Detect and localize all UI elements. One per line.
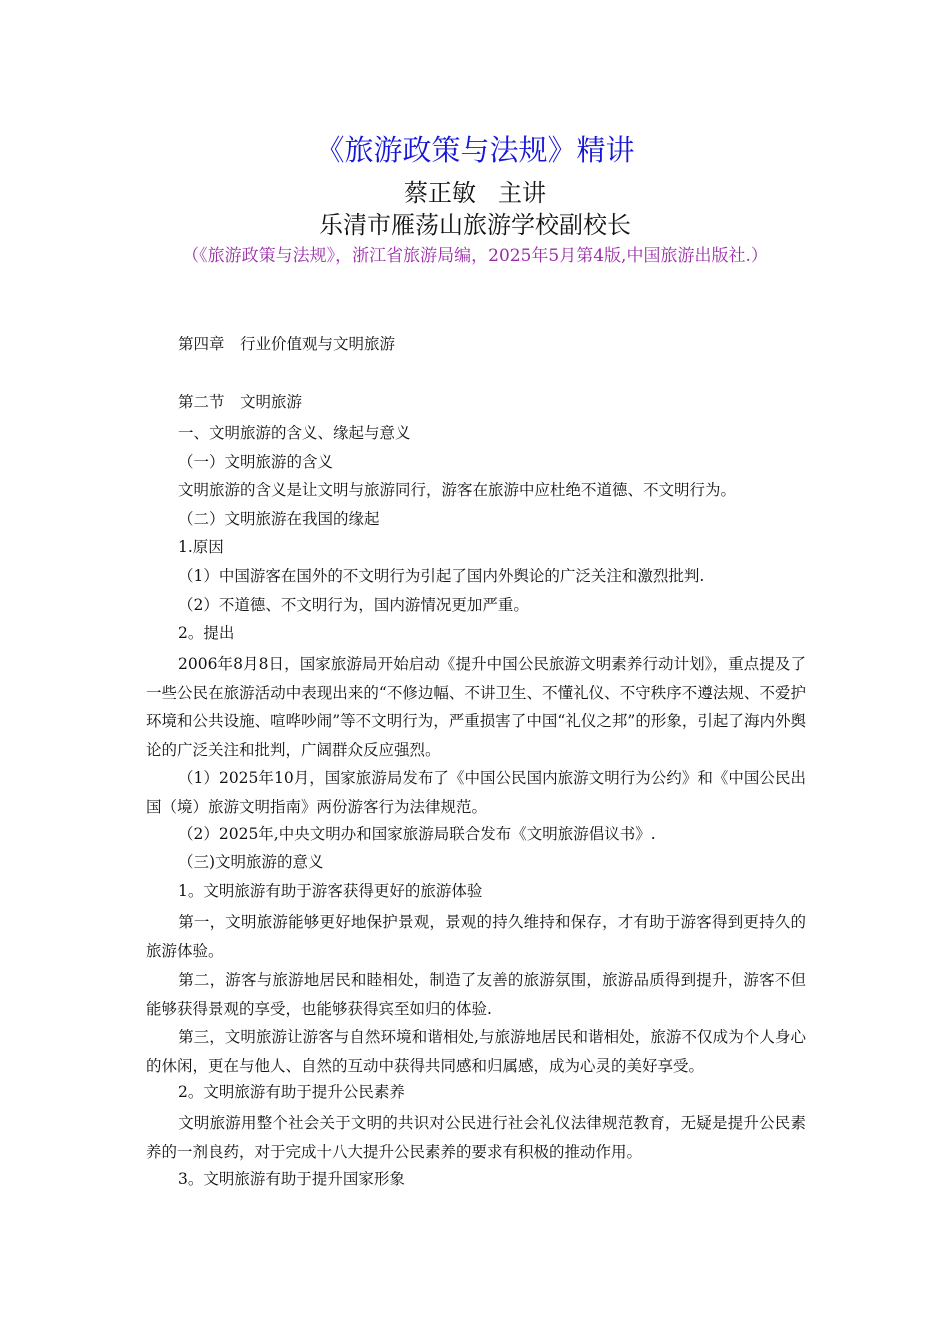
- subsection-heading: （三)文明旅游的意义: [178, 853, 324, 871]
- paragraph: [146, 1109, 806, 1166]
- paragraph-text: 第二，游客与旅游地居民和睦相处，制造了友善的旅游氛围，旅游品质得到提升，游客不但能够获得景观的享受，也能够获得宾至如归的体验.: [146, 971, 806, 1018]
- item-heading: 1.原因: [178, 538, 224, 556]
- author-affiliation: 乐清市雁荡山旅游学校副校长: [319, 211, 631, 239]
- source-citation: （《旅游政策与法规》，浙江省旅游局编，2025年5月第4版,中国旅游出版社.）: [182, 246, 768, 266]
- section-heading: 第二节 文明旅游: [178, 393, 303, 411]
- paragraph: [146, 650, 806, 764]
- paragraph: [146, 966, 806, 1023]
- paragraph: [146, 1023, 806, 1080]
- subsection-heading: 一、文明旅游的含义、缘起与意义: [178, 424, 411, 442]
- list-item: （2）2025年,中央文明办和国家旅游局联合发布《文明旅游倡议书》.: [178, 825, 656, 843]
- paragraph-text: 文明旅游用整个社会关于文明的共识对公民进行社会礼仪法律规范教育，无疑是提升公民素养的一剂良药，对于完成十八大提升公民素养的要求有积极的推动作用。: [146, 1114, 806, 1161]
- item-heading: 2。文明旅游有助于提升公民素养: [178, 1083, 405, 1101]
- subsection-heading: （一）文明旅游的含义: [178, 453, 334, 471]
- item-heading: 3。文明旅游有助于提升国家形象: [178, 1170, 405, 1188]
- list-item: （1）中国游客在国外的不文明行为引起了国内外舆论的广泛关注和激烈批判.: [178, 567, 705, 585]
- document-title: 《旅游政策与法规》精讲: [315, 133, 635, 167]
- author-name: 蔡正敏: [404, 179, 476, 207]
- paragraph-text: 第一，文明旅游能够更好地保护景观，景观的持久维持和保存，才有助于游客得到更持久的旅游体验。: [146, 913, 806, 960]
- chapter-heading: 第四章 行业价值观与文明旅游: [178, 335, 396, 353]
- list-item: （2）不道德、不文明行为，国内游情况更加严重。: [178, 596, 529, 614]
- subsection-heading: （二）文明旅游在我国的缘起: [178, 510, 380, 528]
- author-line: [0, 177, 950, 209]
- paragraph-text: 第三，文明旅游让游客与自然环境和谐相处,与旅游地居民和谐相处，旅游不仅成为个人身心的休闲，更在与他人、自然的互动中获得共同感和归属感，成为心灵的美好享受。: [146, 1028, 806, 1075]
- paragraph: [146, 764, 806, 821]
- author-role: 主讲: [498, 179, 546, 207]
- paragraph: [146, 908, 806, 965]
- paragraph-line: 文明旅游的含义是让文明与旅游同行，游客在旅游中应杜绝不道德、不文明行为。: [178, 481, 737, 499]
- item-heading: 2。提出: [178, 624, 235, 642]
- item-heading: 1。文明旅游有助于游客获得更好的旅游体验: [178, 882, 483, 900]
- paragraph-text: （1）2025年10月，国家旅游局发布了《中国公民国内旅游文明行为公约》和《中国公民出国（境）旅游文明指南》两份游客行为法律规范。: [146, 769, 806, 816]
- paragraph-text: 2006年8月8日，国家旅游局开始启动《提升中国公民旅游文明素养行动计划》，重点提及了一些公民在旅游活动中表现出来的“不修边幅、不讲卫生、不懂礼仪、不守秩序不遵法规、不爱护环境和公共设施、喧哗吵闹”等不文明行为，严重损害了中国“礼仪之邦”的形象，引起了海内外舆论的广泛关注和批判，广阔群众反应强烈。: [146, 655, 806, 759]
